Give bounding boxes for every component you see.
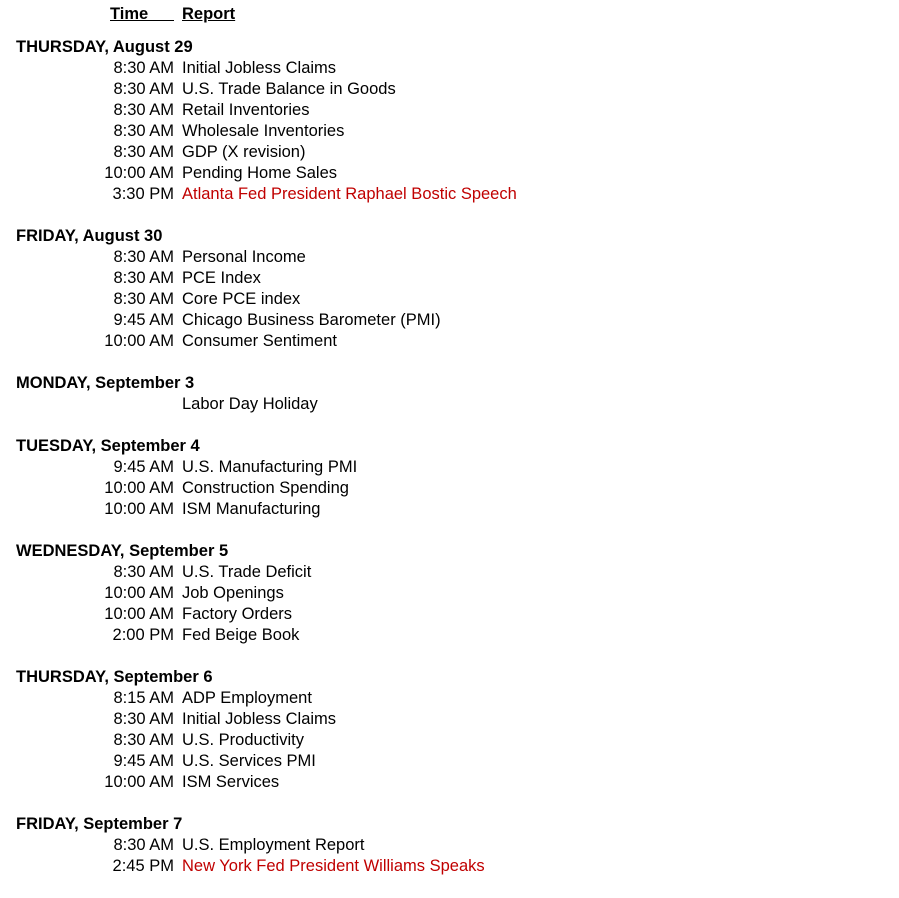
day-title: TUESDAY, September 4 — [16, 437, 200, 455]
time-column-header: Time — [110, 5, 174, 24]
event-time: 10:00 AM — [104, 500, 174, 518]
event-row — [0, 751, 899, 772]
event-row — [0, 688, 899, 709]
event-report: Construction Spending — [182, 479, 349, 497]
event-report: ISM Manufacturing — [182, 500, 321, 518]
event-report: Atlanta Fed President Raphael Bostic Speech — [182, 185, 517, 203]
event-time: 3:30 PM — [112, 185, 174, 203]
event-time: 9:45 AM — [113, 752, 174, 770]
event-time: 8:30 AM — [113, 290, 174, 308]
day-section — [0, 667, 899, 793]
economic-calendar — [0, 37, 899, 898]
event-row — [0, 772, 899, 793]
event-row — [0, 835, 899, 856]
day-title: THURSDAY, August 29 — [16, 38, 193, 56]
event-time: 8:30 AM — [113, 563, 174, 581]
event-time: 10:00 AM — [104, 584, 174, 602]
event-time: 8:30 AM — [113, 731, 174, 749]
report-column-header: Report — [182, 5, 236, 23]
schedule-header — [0, 5, 899, 26]
event-row — [0, 184, 899, 205]
event-row — [0, 604, 899, 625]
event-report: Factory Orders — [182, 605, 293, 623]
event-row — [0, 121, 899, 142]
event-report: U.S. Productivity — [182, 731, 304, 749]
event-time: 8:30 AM — [113, 143, 174, 161]
event-time: 9:45 AM — [113, 311, 174, 329]
event-report: ISM Services — [182, 773, 280, 791]
event-time: 10:00 AM — [104, 605, 174, 623]
event-row — [0, 289, 899, 310]
event-time: 8:30 AM — [113, 836, 174, 854]
event-report: U.S. Trade Deficit — [182, 563, 312, 581]
event-time: 10:00 AM — [104, 773, 174, 791]
event-time: 8:15 AM — [113, 689, 174, 707]
event-row — [0, 562, 899, 583]
event-report: ADP Employment — [182, 689, 312, 707]
event-report: New York Fed President Williams Speaks — [182, 857, 485, 875]
event-row — [0, 79, 899, 100]
event-row — [0, 499, 899, 520]
day-title: THURSDAY, September 6 — [16, 668, 213, 686]
day-section — [0, 37, 899, 205]
event-row — [0, 457, 899, 478]
day-title: WEDNESDAY, September 5 — [16, 542, 229, 560]
event-report: U.S. Trade Balance in Goods — [182, 80, 396, 98]
event-time: 8:30 AM — [113, 248, 174, 266]
day-section — [0, 226, 899, 352]
event-time: 8:30 AM — [113, 59, 174, 77]
event-report: Labor Day Holiday — [182, 395, 318, 413]
event-time: 8:30 AM — [113, 269, 174, 287]
event-row — [0, 709, 899, 730]
event-row — [0, 331, 899, 352]
event-row — [0, 163, 899, 184]
day-section — [0, 814, 899, 877]
day-section — [0, 541, 899, 646]
event-report: Retail Inventories — [182, 101, 310, 119]
event-report: Chicago Business Barometer (PMI) — [182, 311, 441, 329]
day-title: FRIDAY, August 30 — [16, 227, 163, 245]
event-report: Personal Income — [182, 248, 306, 266]
event-row — [0, 310, 899, 331]
day-section — [0, 436, 899, 520]
event-row — [0, 856, 899, 877]
event-time: 10:00 AM — [104, 332, 174, 350]
event-report: Fed Beige Book — [182, 626, 300, 644]
event-time: 8:30 AM — [113, 101, 174, 119]
event-report: Wholesale Inventories — [182, 122, 345, 140]
day-title: FRIDAY, September 7 — [16, 815, 183, 833]
day-section — [0, 373, 899, 415]
event-time: 9:45 AM — [113, 458, 174, 476]
event-row — [0, 394, 899, 415]
event-row — [0, 583, 899, 604]
event-report: PCE Index — [182, 269, 261, 287]
event-report: Consumer Sentiment — [182, 332, 337, 350]
event-row — [0, 268, 899, 289]
event-report: U.S. Manufacturing PMI — [182, 458, 358, 476]
event-row — [0, 142, 899, 163]
event-time: 8:30 AM — [113, 122, 174, 140]
event-report: Pending Home Sales — [182, 164, 338, 182]
event-time: 2:00 PM — [112, 626, 174, 644]
event-report: Initial Jobless Claims — [182, 59, 337, 77]
event-time: 2:45 PM — [112, 857, 174, 875]
event-row — [0, 730, 899, 751]
event-time: 10:00 AM — [104, 479, 174, 497]
event-report: Initial Jobless Claims — [182, 710, 337, 728]
event-report: GDP (X revision) — [182, 143, 306, 161]
event-row — [0, 100, 899, 121]
event-report: Job Openings — [182, 584, 284, 602]
event-row — [0, 58, 899, 79]
event-time: 10:00 AM — [104, 164, 174, 182]
event-row — [0, 478, 899, 499]
day-title: MONDAY, September 3 — [16, 374, 195, 392]
event-report: Core PCE index — [182, 290, 301, 308]
event-row — [0, 247, 899, 268]
event-time: 8:30 AM — [113, 80, 174, 98]
event-row — [0, 625, 899, 646]
event-time: 8:30 AM — [113, 710, 174, 728]
event-report: U.S. Employment Report — [182, 836, 365, 854]
event-report: U.S. Services PMI — [182, 752, 316, 770]
